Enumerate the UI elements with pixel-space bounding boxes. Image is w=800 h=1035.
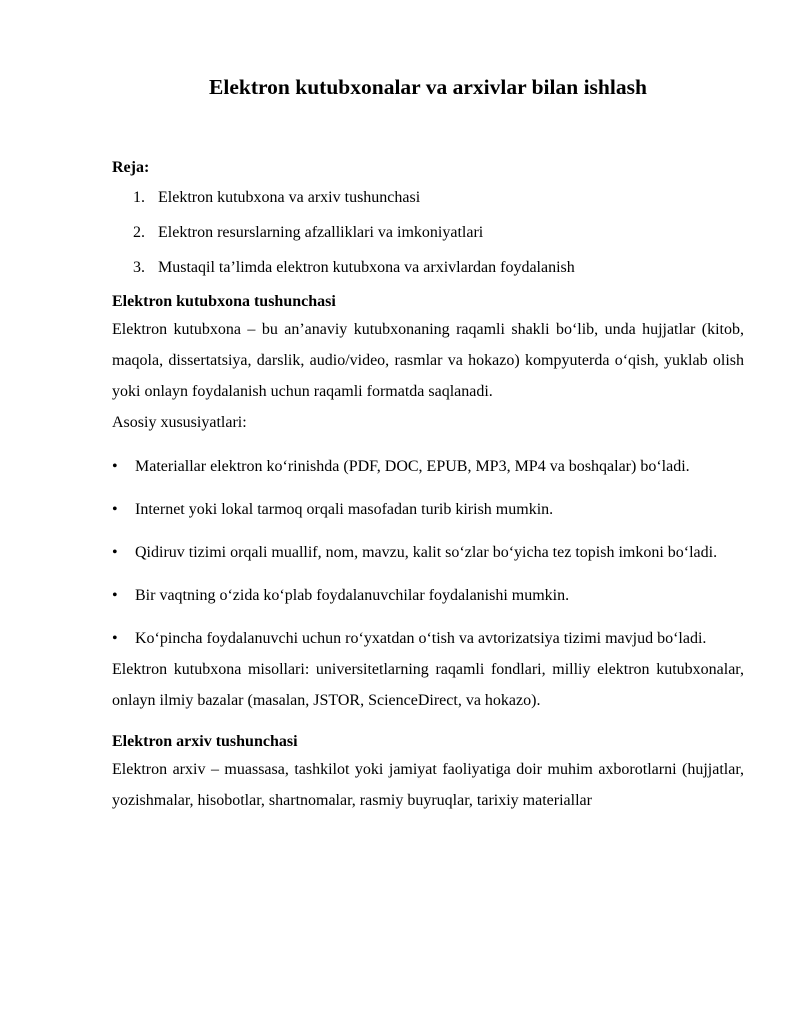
document-content <box>112 72 744 816</box>
plan-label: Reja: <box>112 159 150 176</box>
feature-text: Qidiruv tizimi orqali muallif, nom, mavzu, kalit so‘zlar bo‘yicha tez topish imkoni bo‘ladi. <box>135 544 718 561</box>
plan-item-text: Mustaqil ta’limda elektron kutubxona va arxivlardan foydalanish <box>158 259 575 276</box>
feature-bullet <box>112 537 744 568</box>
plan-item-text: Elektron kutubxona va arxiv tushunchasi <box>158 189 421 206</box>
feature-bullet <box>112 580 744 611</box>
feature-bullet <box>112 623 744 654</box>
plan-item <box>112 186 744 210</box>
plan-item-number: 3. <box>133 259 145 276</box>
document-title: Elektron kutubxonalar va arxivlar bilan ishlash <box>209 75 647 99</box>
plan-item <box>112 221 744 245</box>
bullet-icon: • <box>112 501 118 518</box>
plan-item <box>112 256 744 280</box>
features-label: Asosiy xususiyatlari: <box>112 414 247 431</box>
library-definition: Elektron kutubxona – bu an’anaviy kutubxonaning raqamli shakli bo‘lib, unda hujjatlar (kitob, maqola, dissertatsiya, darslik, audio/video, rasmlar va hokazo) kompyuterda o‘qish, yuklab olish yoki onlayn foydalanish uchun raqamli formatda saqlanadi. <box>112 321 744 400</box>
feature-bullet <box>112 451 744 482</box>
plan-item-text: Elektron resurslarning afzalliklari va imkoniyatlari <box>158 224 484 241</box>
section-heading-library: Elektron kutubxona tushunchasi <box>112 293 336 310</box>
feature-text: Bir vaqtning o‘zida ko‘plab foydalanuvchilar foydalanishi mumkin. <box>135 587 570 604</box>
bullet-icon: • <box>112 544 118 561</box>
feature-text: Ko‘pincha foydalanuvchi uchun ro‘yxatdan o‘tish va avtorizatsiya tizimi mavjud bo‘ladi. <box>135 630 707 647</box>
archive-definition: Elektron arxiv – muassasa, tashkilot yoki jamiyat faoliyatiga doir muhim axborotlarni (hujjatlar, yozishmalar, hisobotlar, shartnomalar, rasmiy buyruqlar, tarixiy materiallar <box>112 761 744 809</box>
feature-text: Internet yoki lokal tarmoq orqali masofadan turib kirish mumkin. <box>135 501 554 518</box>
section-heading-archive: Elektron arxiv tushunchasi <box>112 733 298 750</box>
plan-item-number: 1. <box>133 189 145 206</box>
feature-text: Materiallar elektron ko‘rinishda (PDF, DOC, EPUB, MP3, MP4 va boshqalar) bo‘ladi. <box>135 458 690 475</box>
bullet-icon: • <box>112 458 118 475</box>
feature-bullet <box>112 494 744 525</box>
bullet-icon: • <box>112 630 118 647</box>
bullet-icon: • <box>112 587 118 604</box>
plan-list <box>112 186 744 280</box>
plan-item-number: 2. <box>133 224 145 241</box>
library-examples: Elektron kutubxona misollari: universitetlarning raqamli fondlari, milliy elektron kutubxonalar, onlayn ilmiy bazalar (masalan, JSTOR, ScienceDirect, va hokazo). <box>112 661 744 709</box>
